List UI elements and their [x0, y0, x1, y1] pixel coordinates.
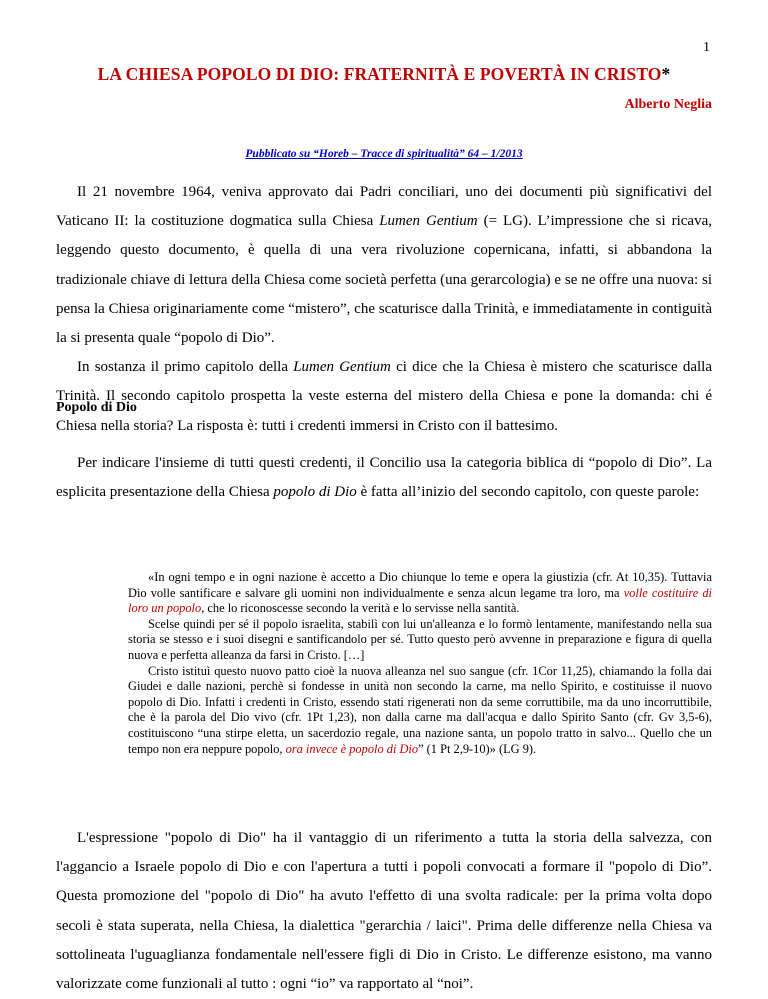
author-name: Alberto Neglia — [624, 97, 712, 112]
italic-title: Lumen Gentium — [379, 213, 478, 230]
closing-paragraph: L'espressione "popolo di Dio" ha il vantaggio di un riferimento a tutta la storia della salvezza, con l'aggancio a Israele popolo di Dio e con l'apertura a tutti i popoli convocati a formare il "popolo di Dio”. Questa promozione del "popolo di Dio" ha avuto l'effetto di una svolta radicale: per la prima volta dopo secoli è stata superata, nella Chiesa, la dialettica "gerarchia / laici". Prima delle differenze nella Chiesa va sottolineata l'uguaglianza fondamentale nell'essere figli di Dio in Cristo. Le differenze esistono, ma vanno valorizzate come funzionali al tutto : ogni “io” va rapportato al “noi”. — [56, 830, 712, 993]
closing-section — [56, 824, 712, 999]
intro-section — [56, 178, 712, 441]
italic-phrase: popolo di Dio — [273, 484, 357, 501]
publication-link[interactable]: Pubblicato su “Horeb – Tracce di spiritualità” 64 – 1/2013 — [245, 148, 523, 160]
title-footnote-star: * — [661, 64, 671, 84]
quote-paragraph-1: «In ogni tempo e in ogni nazione è accetto a Dio chiunque lo teme e opera la giustizia (cfr. At 10,35). Tuttavia Dio volle santificare e salvare gli uomini non individualmente e senza alcun legame tra loro, ma volle costituire di loro un popolo, che lo riconoscesse secondo la verità e lo servisse nella santità. — [128, 570, 712, 616]
quote-paragraph-2: Scelse quindi per sé il popolo israelita, stabilì con lui un'alleanza e lo formò lentamente, manifestando nella sua storia se stesso e i suoi disegni e santificandolo per sé. Tutto questo però avvenne in preparazione e figura di quella nuova e perfetta alleanza da farsi in Cristo. […] — [128, 616, 712, 662]
title-text: LA CHIESA POPOLO DI DIO: FRATERNITÀ E POVERTÀ IN CRISTO — [97, 64, 662, 84]
document-title — [0, 64, 768, 85]
quote-paragraph-3: Cristo istituì questo nuovo patto cioè la nuova alleanza nel suo sangue (cfr. 1Cor 11,25), chiamando la folla dai Giudei e dalle nazioni, perchè si fondesse in unità non secondo la carne, ma nello Spirito, e costituisse il nuovo popolo di Dio. Infatti i credenti in Cristo, essendo stati rigenerati non da seme corruttibile, ma da uno incorruttibile, che è la parola del Dio vivo (cfr. 1Pt 1,23), non dalla carne ma dall'acqua e dallo Spirito Santo (cfr. Gv 3,5-6), costituiscono “una stirpe eletta, un sacerdozio regale, una nazione santa, un popolo tratto in salvo... Quello che un tempo non era neppure popolo, ora invece è popolo di Dio” (1 Pt 2,9-10)» (LG 9). — [128, 663, 712, 756]
section-intro — [56, 449, 712, 507]
block-quote — [128, 570, 712, 757]
page-number: 1 — [703, 40, 710, 55]
italic-title: Lumen Gentium — [293, 359, 391, 376]
intro-paragraph-2: In sostanza il primo capitolo della Lumen Gentium ci dice che la Chiesa è mistero che scaturisce dalla Trinità. Il secondo capitolo prospetta la veste esterna del mistero della Chiesa e pone la domanda: chi é Chiesa nella storia? La risposta è: tutti i credenti immersi in Cristo con il battesimo. — [56, 359, 712, 434]
quote-emphasis: volle costituire di loro un popolo — [128, 585, 712, 616]
section-paragraph: Per indicare l'insieme di tutti questi credenti, il Concilio usa la categoria biblica di “popolo di Dio”. La esplicita presentazione della Chiesa popolo di Dio è fatta all’inizio del secondo capitolo, con queste parole: — [56, 455, 712, 501]
section-heading: Popolo di Dio — [56, 400, 137, 415]
intro-paragraph-1: Il 21 novembre 1964, veniva approvato dai Padri conciliari, uno dei documenti più significativi del Vaticano II: la costituzione dogmatica sulla Chiesa Lumen Gentium (= LG). L’impressione che si ricava, leggendo questo documento, è quella di una vera rivoluzione copernicana, infatti, si abbandona la tradizionale chiave di lettura della Chiesa come società perfetta (una gerarcologia) e se ne offre una nuova: si pensa la Chiesa originariamente come “mistero”, che scaturisce dalla Trinità, e immediatamente in contiguità la si presenta quale “popolo di Dio”. — [56, 184, 712, 347]
quote-emphasis: ora invece è popolo di Dio — [285, 741, 419, 756]
